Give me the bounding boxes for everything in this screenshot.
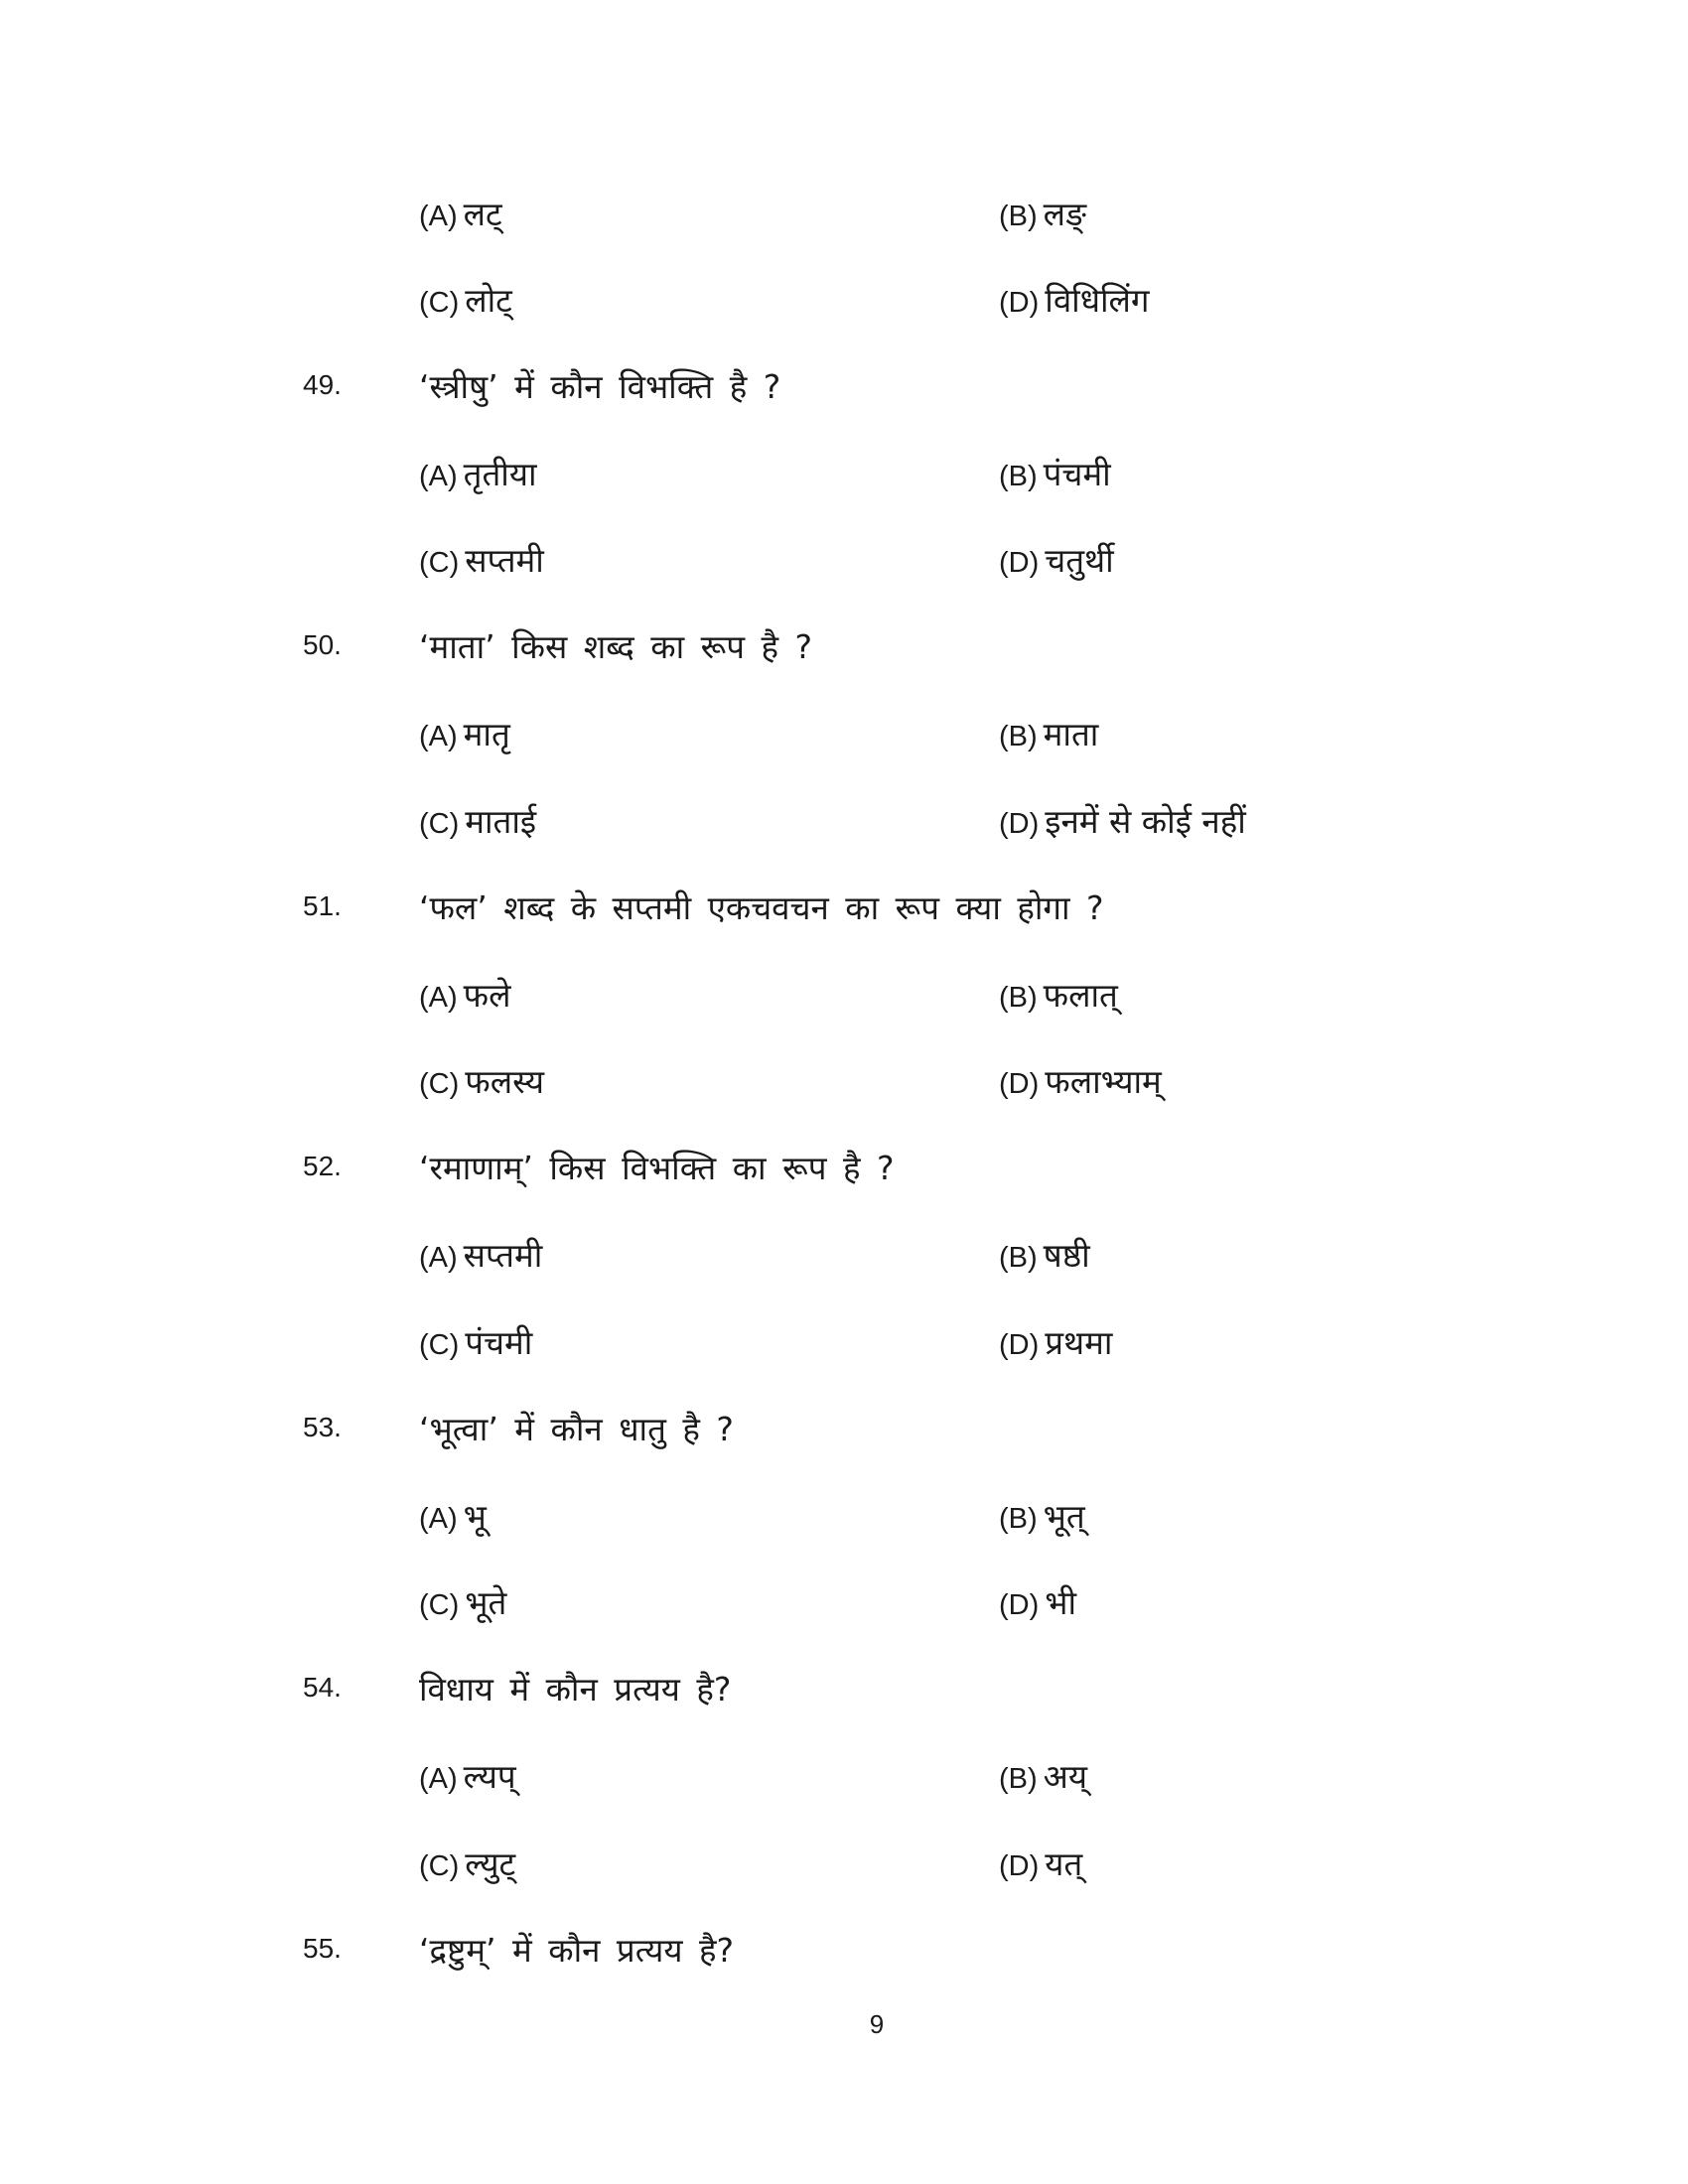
option-label: (A) <box>419 721 458 752</box>
option-text: लङ् <box>1043 195 1087 233</box>
question-row <box>0 1141 1688 1200</box>
option-label: (D) <box>999 1329 1040 1361</box>
option-text: तृतीया <box>463 455 537 493</box>
option-d <box>999 1058 1162 1103</box>
option-c <box>419 1058 544 1103</box>
option-text: भूते <box>465 1583 507 1622</box>
question-number: 53. <box>303 1412 342 1442</box>
option-label: (D) <box>999 1589 1040 1621</box>
option-label: (C) <box>419 1068 460 1100</box>
option-a <box>419 972 511 1017</box>
option-a <box>419 1753 516 1798</box>
option-b <box>999 451 1111 495</box>
option-label: (A) <box>419 1763 458 1795</box>
question-row <box>0 881 1688 940</box>
option-text: लट् <box>463 195 502 233</box>
option-text: विधिलिंग <box>1045 281 1150 320</box>
option-a <box>419 451 537 495</box>
option-label: (C) <box>419 1329 460 1361</box>
question-text: ‘भूत्वा’ में कौन धातु है ? <box>419 1410 734 1448</box>
option-label: (C) <box>419 547 460 579</box>
option-c <box>419 537 544 582</box>
option-c <box>419 1319 532 1364</box>
option-b <box>999 711 1098 755</box>
option-label: (B) <box>999 461 1038 492</box>
option-a <box>419 191 502 235</box>
question-row <box>0 359 1688 419</box>
option-text: इनमें से कोई नहीं <box>1045 802 1246 841</box>
option-row <box>0 1054 1688 1114</box>
option-label: (B) <box>999 721 1038 752</box>
option-d <box>999 277 1150 322</box>
option-d <box>999 1841 1082 1885</box>
option-row <box>0 707 1688 766</box>
question-number: 55. <box>303 1933 342 1964</box>
question-number: 50. <box>303 629 342 660</box>
question-text: ‘माता’ किस शब्द का रूप है ? <box>419 627 813 666</box>
option-row <box>0 447 1688 506</box>
option-label: (A) <box>419 1242 458 1274</box>
option-a <box>419 1493 487 1538</box>
option-text: मातृ <box>463 715 510 753</box>
option-text: माता <box>1043 715 1099 753</box>
option-c <box>419 1841 515 1885</box>
option-label: (A) <box>419 461 458 492</box>
option-d <box>999 1579 1076 1624</box>
option-text: फलात् <box>1043 976 1118 1015</box>
option-label: (A) <box>419 201 458 232</box>
option-text: सप्तमी <box>465 541 544 580</box>
option-row <box>0 1837 1688 1896</box>
option-row <box>0 187 1688 246</box>
option-text: फलाभ्याम् <box>1045 1062 1162 1101</box>
option-label: (B) <box>999 1503 1038 1535</box>
question-row <box>0 619 1688 679</box>
option-a <box>419 1232 542 1277</box>
option-text: माताई <box>465 802 537 841</box>
option-row <box>0 533 1688 593</box>
page-number: 9 <box>869 2009 885 2039</box>
option-label: (C) <box>419 808 460 840</box>
option-text: भी <box>1045 1583 1077 1622</box>
option-label: (C) <box>419 1850 460 1882</box>
option-text: फलस्य <box>465 1062 545 1101</box>
option-text: यत् <box>1045 1844 1083 1883</box>
question-text: ‘स्त्रीषु’ में कौन विभक्ति है ? <box>419 367 781 406</box>
option-row <box>0 273 1688 333</box>
option-label: (A) <box>419 982 458 1014</box>
option-label: (B) <box>999 982 1038 1014</box>
option-c <box>419 277 512 322</box>
option-row <box>0 794 1688 854</box>
option-a <box>419 711 510 755</box>
option-text: भू <box>463 1497 487 1536</box>
option-label: (A) <box>419 1503 458 1535</box>
option-label: (C) <box>419 1589 460 1621</box>
option-label: (C) <box>419 287 460 319</box>
option-label: (B) <box>999 201 1038 232</box>
option-b <box>999 191 1086 235</box>
option-b <box>999 1493 1085 1538</box>
question-number: 54. <box>303 1672 342 1703</box>
option-label: (D) <box>999 1850 1040 1882</box>
option-text: अय् <box>1043 1757 1088 1796</box>
option-b <box>999 1753 1087 1798</box>
question-number: 52. <box>303 1151 342 1181</box>
option-text: पंचमी <box>1043 455 1111 493</box>
option-c <box>419 798 536 843</box>
question-row <box>0 1662 1688 1721</box>
option-b <box>999 1232 1090 1277</box>
option-text: फले <box>463 976 511 1015</box>
option-row <box>0 1315 1688 1375</box>
option-text: ल्यप् <box>463 1757 516 1796</box>
option-label: (B) <box>999 1763 1038 1795</box>
option-row <box>0 1749 1688 1809</box>
question-text: ‘रमाणाम्’ किस विभक्ति का रूप है ? <box>419 1149 895 1187</box>
option-text: षष्ठी <box>1043 1236 1090 1275</box>
option-text: पंचमी <box>465 1323 533 1362</box>
option-row <box>0 1228 1688 1288</box>
option-text: लोट् <box>465 281 512 320</box>
option-label: (D) <box>999 1068 1040 1100</box>
option-c <box>419 1579 506 1624</box>
option-text: चतुर्थी <box>1045 541 1114 580</box>
question-row <box>0 1402 1688 1461</box>
question-number: 49. <box>303 369 342 400</box>
option-label: (D) <box>999 287 1040 319</box>
question-number: 51. <box>303 890 342 921</box>
question-row <box>0 1923 1688 1982</box>
option-label: (B) <box>999 1242 1038 1274</box>
option-text: ल्युट् <box>465 1844 516 1883</box>
question-text: विधाय में कौन प्रत्यय है? <box>419 1670 732 1708</box>
option-row <box>0 1575 1688 1635</box>
option-text: सप्तमी <box>463 1236 543 1275</box>
option-text: प्रथमा <box>1045 1323 1113 1362</box>
option-label: (D) <box>999 547 1040 579</box>
option-text: भूत् <box>1043 1497 1085 1536</box>
option-d <box>999 1319 1112 1364</box>
option-d <box>999 537 1114 582</box>
option-d <box>999 798 1246 843</box>
option-row <box>0 968 1688 1027</box>
option-row <box>0 1489 1688 1549</box>
option-label: (D) <box>999 808 1040 840</box>
option-b <box>999 972 1118 1017</box>
question-text: ‘फल’ शब्द के सप्तमी एकचवचन का रूप क्या होगा ? <box>419 888 1104 927</box>
question-text: ‘द्रष्टुम्’ में कौन प्रत्यय है? <box>419 1931 735 1970</box>
